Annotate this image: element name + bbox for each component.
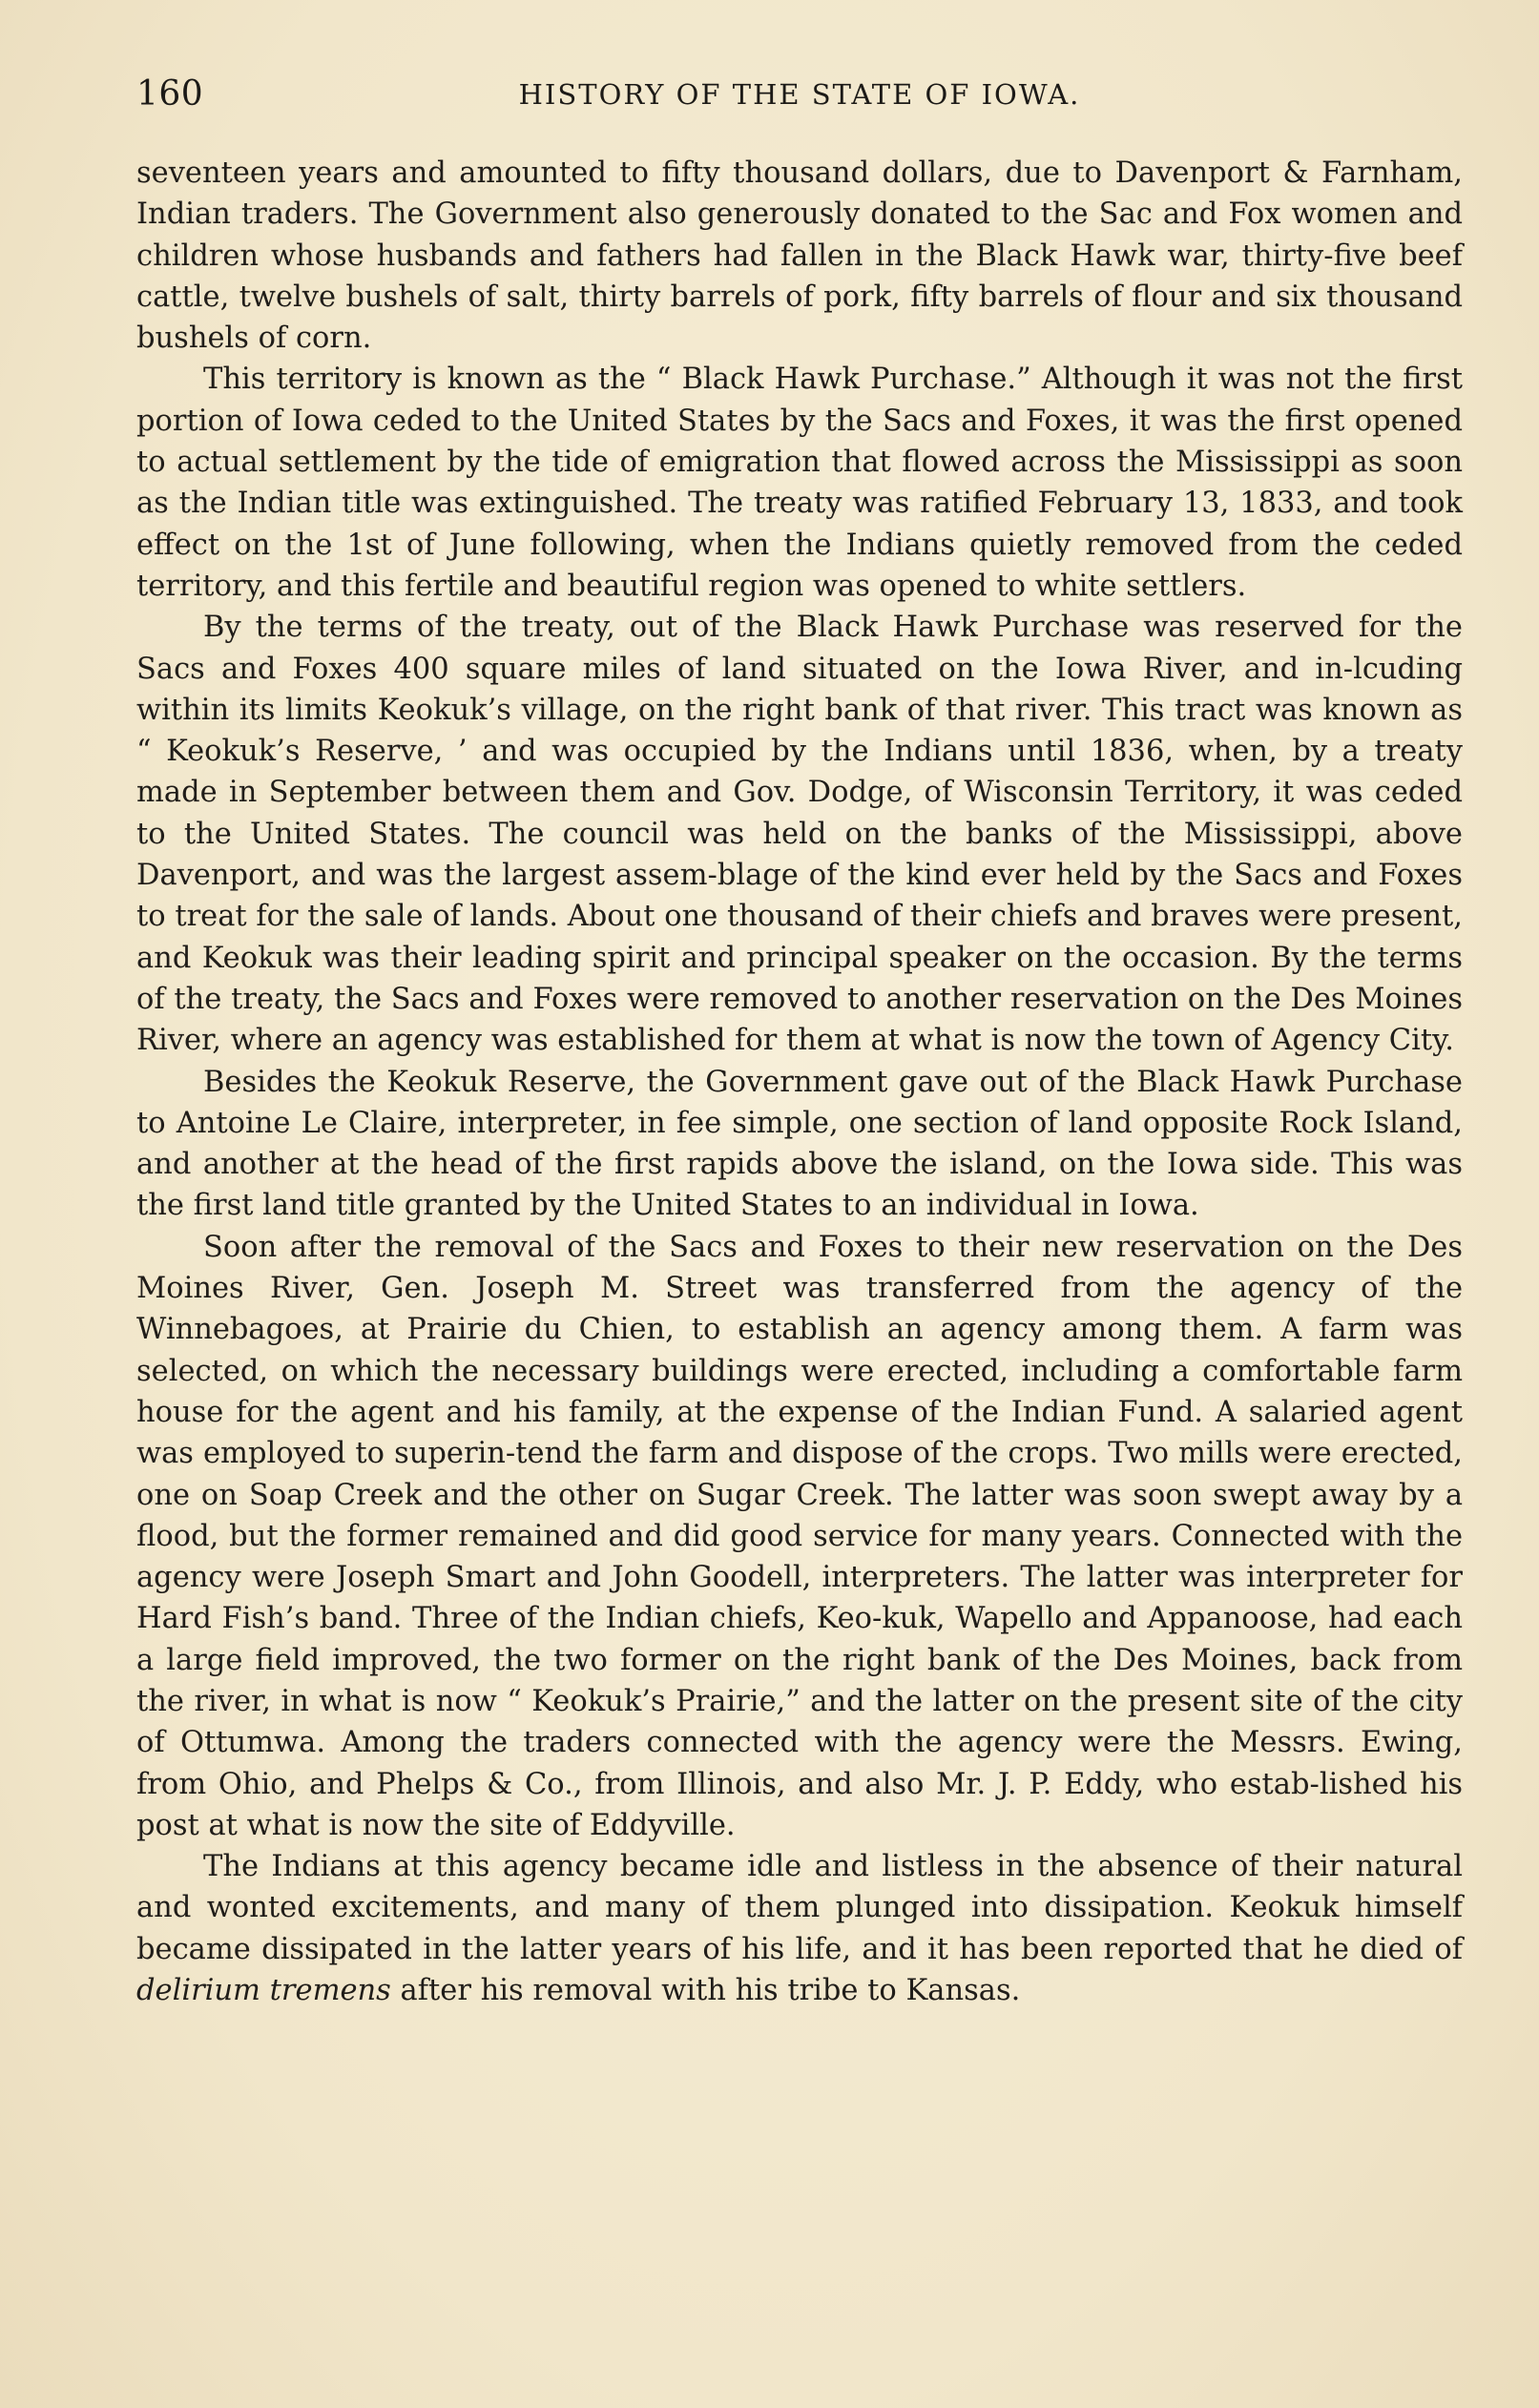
paragraph-6-text-before: The Indians at this agency became idle and listless in the absence of their natural and wonted excitements, and many of them plunged into dissipation. Keokuk himself became dissipated in the latter years of his life, and it has been reported that he died of [136,1850,1463,1966]
paragraph-3: By the terms of the treaty, out of the Black Hawk Purchase was reserved for the Sacs and Foxes 400 square miles of land situated on the Iowa River, and in-lcuding within its limits Keokuk’s village, on the right bank of that river. This tract was known as “ Keokuk’s Reserve, ’ and was occupied by the Indians until 1836, when, by a treaty made in September between them and Gov. Dodge, of Wisconsin Territory, it was ceded to the United States. The council was held on the banks of the Mississippi, above Davenport, and was the largest assem-blage of the kind ever held by the Sacs and Foxes to treat for the sale of lands. About one thousand of their chiefs and braves were present, and Keokuk was their leading spirit and principal speaker on the occasion. By the terms of the treaty, the Sacs and Foxes were removed to another reservation on the Des Moines River, where an agency was established for them at what is now the town of Agency City. [136,611,1463,1058]
paragraph-2: This territory is known as the “ Black Hawk Purchase.” Although it was not the first portion of Iowa ceded to the United States by the Sacs and Foxes, it was the first opened to actual settlement by the tide of emigration that flowed across the Mississippi as soon as the Indian title was extinguished. The treaty was ratified February 13, 1833, and took effect on the 1st of June following, when the Indians quietly removed from the ceded territory, and this fertile and beautiful region was opened to white settlers. [136,363,1463,603]
body-text [136,153,1463,2011]
paragraph-4: Besides the Keokuk Reserve, the Government gave out of the Black Hawk Purchase to Antoine Le Claire, interpreter, in fee simple, one section of land opposite Rock Island, and another at the head of the first rapids above the island, on the Iowa side. This was the first land title granted by the United States to an individual in Iowa. [136,1065,1463,1223]
running-title: HISTORY OF THE STATE OF IOWA. [518,78,1081,111]
page-number: 160 [136,74,204,114]
paragraph-6-text-after: after his removal with his tribe to Kansas. [390,1974,1021,2008]
paragraph-6 [136,1846,1463,2011]
page-header [136,74,1463,132]
paragraph-5: Soon after the removal of the Sacs and Foxes to their new reservation on the Des Moines River, Gen. Joseph M. Street was transferred from the agency of the Winnebagoes, at Prairie du Chien, to establish an agency among them. A farm was selected, on which the necessary buildings were erected, including a comfortable farm house for the agent and his family, at the expense of the Indian Fund. A salaried agent was employed to superin-tend the farm and dispose of the crops. Two mills were erected, one on Soap Creek and the other on Sugar Creek. The latter was soon swept away by a flood, but the former remained and did good service for many years. Connected with the agency were Joseph Smart and John Goodell, interpreters. The latter was interpreter for Hard Fish’s band. Three of the Indian chiefs, Keo-kuk, Wapello and Appanoose, had each a large field improved, the two former on the right bank of the Des Moines, back from the river, in what is now “ Keokuk’s Prairie,” and the latter on the present site of the city of Ottumwa. Among the traders connected with the agency were the Messrs. Ewing, from Ohio, and Phelps & Co., from Illinois, and also Mr. J. P. Eddy, who estab-lished his post at what is now the site of Eddyville. [136,1230,1463,1842]
paragraph-6-italic-term: delirium tremens [136,1974,391,2008]
paragraph-1: seventeen years and amounted to fifty thousand dollars, due to Davenport & Farnham, Indian traders. The Government also generously donated to the Sac and Fox women and children whose husbands and fathers had fallen in the Black Hawk war, thirty-five beef cattle, twelve bushels of salt, thirty barrels of pork, fifty barrels of flour and six thousand bushels of corn. [136,156,1463,356]
